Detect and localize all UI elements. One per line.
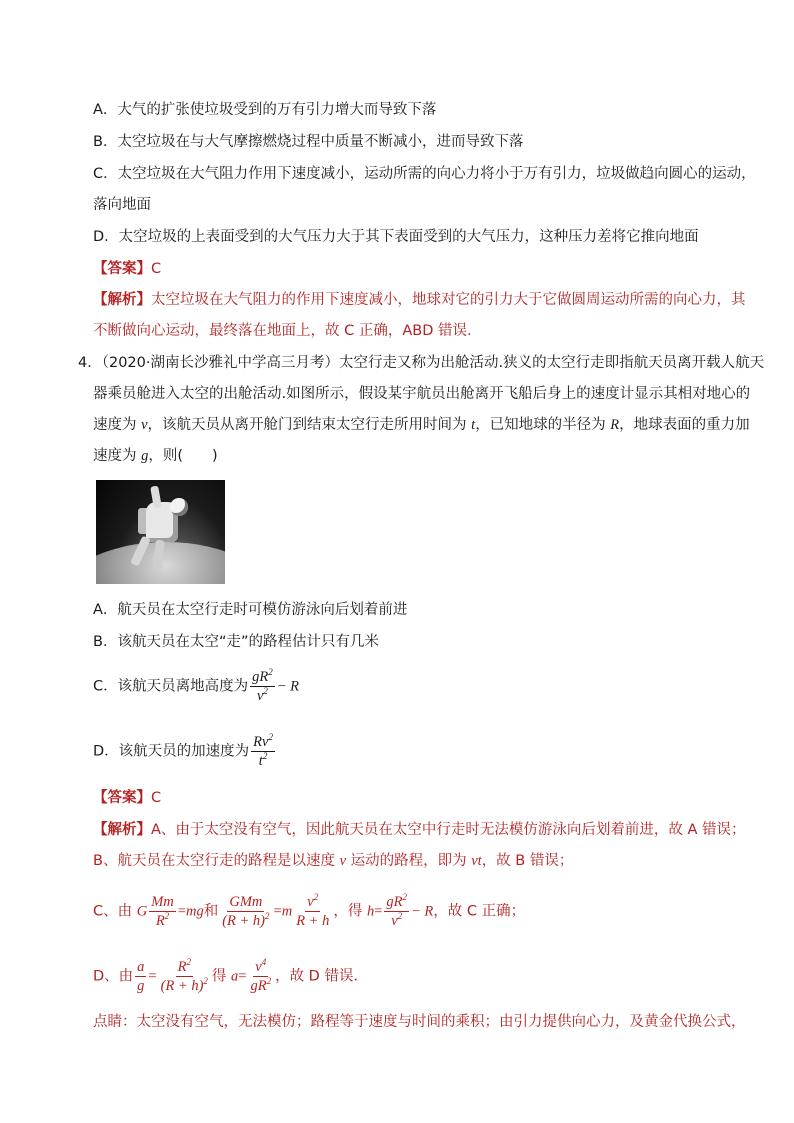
analysis-text: ，得 xyxy=(333,903,367,920)
option-text: D．该航天员的加速度为 xyxy=(93,743,250,760)
q3-option-c-line2: 落向地面 xyxy=(93,197,151,213)
q4-option-b: B．该航天员在太空“走”的路程估计只有几米 xyxy=(93,634,379,650)
symbol-v: v xyxy=(141,417,148,433)
fraction-gmm-over-rh2: $\frac{\text{GMm}}{(R + h)^2}$ xyxy=(222,894,270,929)
stem-text: ，则( ) xyxy=(148,448,218,464)
stem-text: ，该航天员从离开舱门到结束太空行走所用时间为 xyxy=(147,417,472,433)
analysis-tag: 【解析】 xyxy=(93,822,151,838)
analysis-text: 得 xyxy=(211,968,232,985)
q3-option-a: A．大气的扩张使垃圾受到的万有引力增大而导致下落 xyxy=(93,102,437,118)
analysis-text: ，故 C 正确； xyxy=(433,903,526,920)
stem-text: 速度为 xyxy=(93,417,142,433)
symbol-m: m xyxy=(281,903,293,920)
symbol-r: R xyxy=(610,417,620,433)
stem-text: 速度为 xyxy=(93,448,142,464)
q4-option-d xyxy=(93,733,277,770)
q4-analysis-d xyxy=(93,958,368,995)
option-text: C．该航天员离地高度为 xyxy=(93,678,249,695)
answer-tag: 【答案】 xyxy=(93,261,151,277)
q3-analysis-line1 xyxy=(93,290,746,310)
equals-sign: = xyxy=(374,903,383,920)
q4-stem-line3 xyxy=(93,415,750,435)
question-number: 4． xyxy=(78,355,102,371)
q4-analysis-c xyxy=(93,893,525,930)
q4-analysis-a xyxy=(93,820,746,840)
q4-answer xyxy=(93,788,161,808)
symbol-g: g xyxy=(141,448,149,464)
q3-option-d: D．太空垃圾的上表面受到的大气压力大于其下表面受到的大气压力，这种压力差将它推向地面 xyxy=(93,229,699,245)
q4-comment: 点睛：太空没有空气，无法模仿；路程等于速度与时间的乘积；由引力提供向心力，及黄金代换公式， xyxy=(93,1014,746,1030)
analysis-text: 和 xyxy=(203,903,219,920)
astronaut-photo xyxy=(96,480,225,584)
minus-r: − R xyxy=(276,678,300,695)
analysis-text: 太空垃圾在大气阻力的作用下速度减小，地球对它的引力大于它做圆周运动所需的向心力，其 xyxy=(151,292,746,308)
symbol-h: h xyxy=(366,903,375,920)
symbol-vt: vt xyxy=(471,853,482,869)
analysis-text: C、由 xyxy=(93,903,137,920)
stem-text: ，地球表面的重力加 xyxy=(619,417,750,433)
fraction-a-over-g: $\frac{a}{g}$ xyxy=(137,959,145,994)
answer-tag: 【答案】 xyxy=(93,790,151,806)
q4-stem-line1 xyxy=(78,353,764,373)
equals-sign: = xyxy=(177,903,186,920)
q4-stem-line4 xyxy=(93,446,218,466)
analysis-text: A、由于太空没有空气，因此航天员在太空中行走时无法模仿游泳向后划着前进，故 A 错误； xyxy=(151,822,746,838)
minus-r: − R xyxy=(411,903,434,920)
equals-sign: = xyxy=(273,903,282,920)
q4-option-c xyxy=(93,668,299,705)
symbol-mg: mg xyxy=(185,903,204,920)
answer-value: C xyxy=(151,261,162,277)
fraction-mm-over-r2: $\frac{Mm}{R^2}$ xyxy=(151,894,174,929)
fraction-v2-over-rh: $\frac{v^2}{R + h}$ xyxy=(296,892,330,929)
analysis-text: ，故 D 错误． xyxy=(275,968,368,985)
q3-option-b: B．太空垃圾在与大气摩擦燃烧过程中质量不断减小，进而导致下落 xyxy=(93,134,524,150)
q3-analysis-line2: 不断做向心运动，最终落在地面上，故 C 正确，ABD 错误． xyxy=(93,323,482,339)
fraction-rv2-over-t2: $\frac{Rv^2}{t^2}$ xyxy=(253,732,273,769)
astronaut-helmet xyxy=(170,498,188,516)
analysis-text: D、由 xyxy=(93,968,134,985)
equals-sign: = xyxy=(148,968,157,985)
q3-answer xyxy=(93,259,161,279)
stem-text: （2020·湖南长沙雅礼中学高三月考）太空行走又称为出舱活动.狭义的太空行走即指航天员离开载人航天 xyxy=(101,355,765,371)
fraction-v4-over-gr2: $\frac{v^4}{gR^2}$ xyxy=(250,957,272,994)
equals-sign: = xyxy=(238,968,247,985)
symbol-a: a xyxy=(231,968,239,985)
analysis-text: 运动的路程，即为 xyxy=(346,853,472,869)
symbol-t: t xyxy=(471,417,476,433)
q4-stem-line2: 器乘员舱进入太空的出舱活动.如图所示，假设某宇航员出舱离开飞船后身上的速度计显示其相对地心的 xyxy=(93,386,751,402)
fraction-gr2-over-v2: $\frac{gR^2}{v^2}$ xyxy=(386,892,407,929)
fraction-r2-over-rh2: $\frac{R^2}{(R + h)^2}$ xyxy=(160,957,208,994)
q3-option-c-line1: C．太空垃圾在大气阻力作用下速度减小，运动所需的向心力将小于万有引力，垃圾做趋向圆心的运动， xyxy=(93,166,756,182)
analysis-text: B、航天员在太空行走的路程是以速度 xyxy=(93,853,340,869)
q4-analysis-b xyxy=(93,851,573,871)
analysis-tag: 【解析】 xyxy=(93,292,151,308)
symbol-v: v xyxy=(339,853,346,869)
fraction-gr2-over-v2: $\frac{gR^2}{v^2}$ xyxy=(252,667,273,704)
stem-text: ，已知地球的半径为 xyxy=(475,417,611,433)
answer-value: C xyxy=(151,790,162,806)
q4-option-a: A．航天员在太空行走时可模仿游泳向后划着前进 xyxy=(93,602,408,618)
analysis-text: ，故 B 错误； xyxy=(481,853,574,869)
symbol-g-const: G xyxy=(136,903,148,920)
